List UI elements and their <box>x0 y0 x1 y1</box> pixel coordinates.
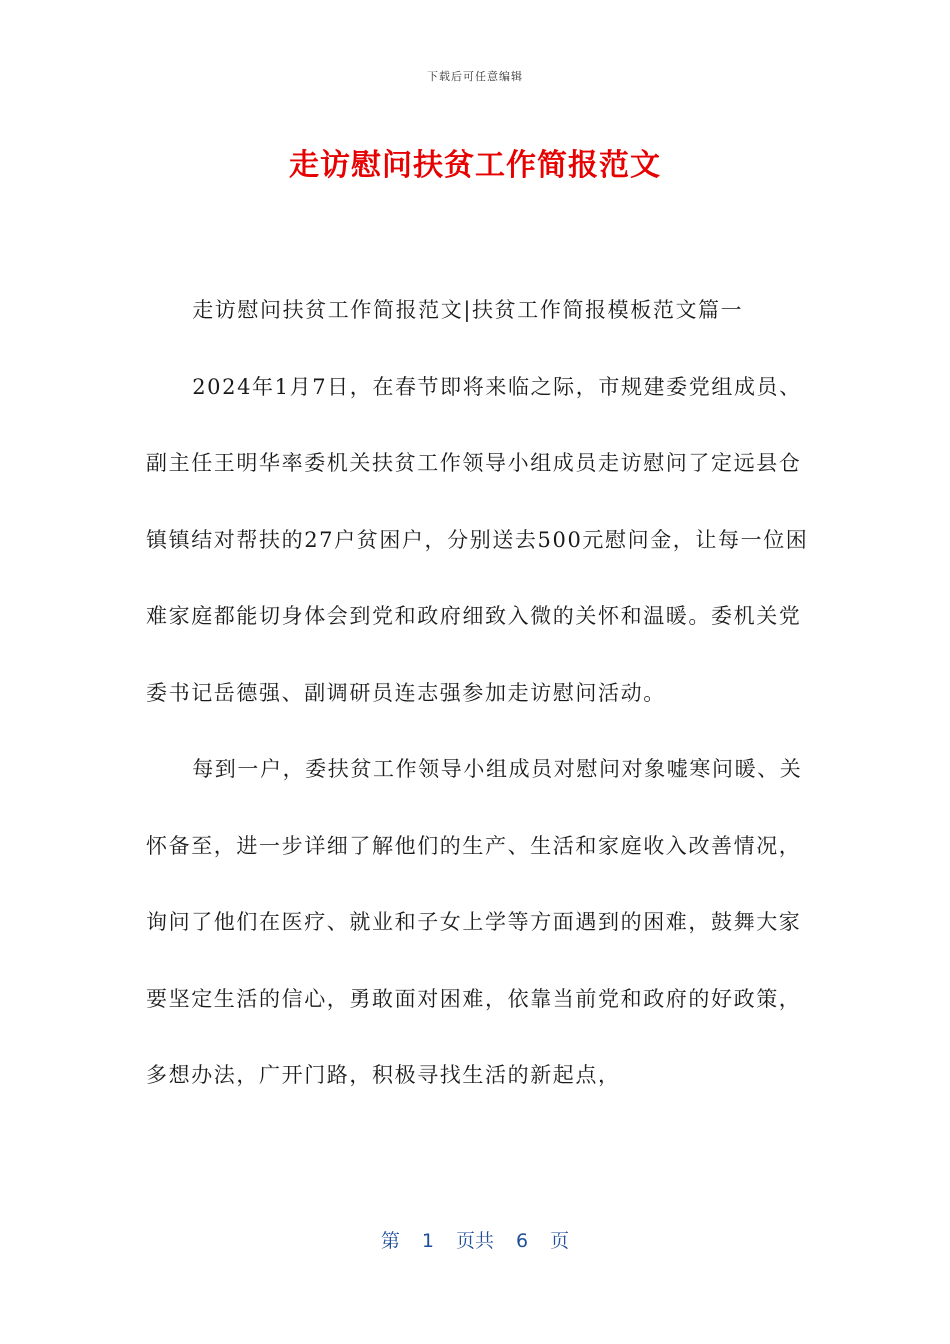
total-pages-number: 6 <box>516 1230 529 1252</box>
page-indicator <box>0 1226 950 1253</box>
current-page-number: 1 <box>421 1230 434 1252</box>
paragraph: 2024年1月7日，在春节即将来临之际，市规建委党组成员、副主任王明华率委机关扶贫工作领导小组成员走访慰问了定远县仓镇镇结对帮扶的27户贫困户，分别送去500元慰问金，让每一位困难家庭都能切身体会到党和政府细致入微的关怀和温暖。委机关党委书记岳德强、副调研员连志强参加走访慰问活动。 <box>146 374 809 705</box>
paragraph-subtitle: 走访慰问扶贫工作简报范文|扶贫工作简报模板范文篇一 <box>192 298 744 322</box>
document-title: 走访慰问扶贫工作简报范文 <box>289 148 661 183</box>
page-suffix: 页 <box>550 1230 570 1252</box>
document-body <box>146 272 811 1114</box>
paragraph: 每到一户，委扶贫工作领导小组成员对慰问对象嘘寒问暖、关怀备至，进一步详细了解他们的生产、生活和家庭收入改善情况，询问了他们在医疗、就业和子女上学等方面遇到的困难，鼓舞大家要坚定生活的信心，勇敢面对困难，依靠当前党和政府的好政策，多想办法，广开门路，积极寻找生活的新起点， <box>146 757 803 1087</box>
page-prefix: 第 <box>380 1230 400 1252</box>
page-middle: 页共 <box>455 1230 494 1252</box>
header-note: 下载后可任意编辑 <box>427 70 523 83</box>
